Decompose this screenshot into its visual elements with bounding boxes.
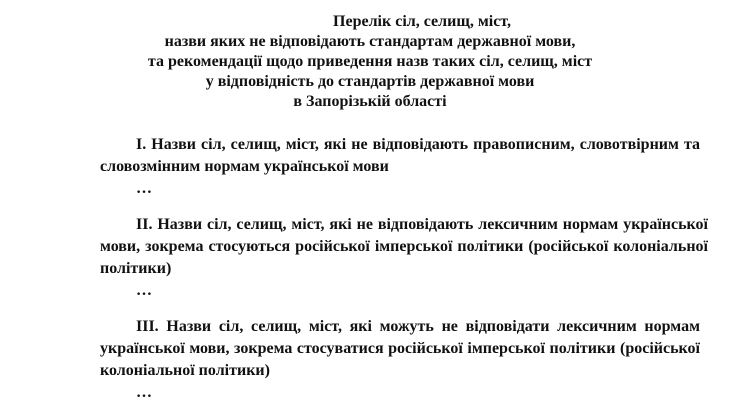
section-1-heading: I. Назви сіл, селищ, міст, які не відповідають правописним, словотвірним та словозмінним нормам української мови bbox=[100, 136, 700, 175]
section-3-heading: III. Назви сіл, селищ, міст, які можуть не відповідати лексичним нормам української мови, зокрема стосуватися російської імперської політики (російської колоніальної політики) bbox=[100, 318, 700, 379]
title-line-4: у відповідність до стандартів державної мови bbox=[205, 73, 535, 90]
section-3 bbox=[100, 316, 700, 404]
section-1-ellipsis: … bbox=[136, 180, 152, 197]
section-2-heading: II. Назви сіл, селищ, міст, які не відповідають лексичним нормам української мови, зокрема стосуються російської імперської політики (російської колоніальної політики) bbox=[100, 216, 708, 277]
title-line-5: в Запорізькій області bbox=[293, 93, 447, 110]
title-line-2: назви яких не відповідають стандартам державної мови, bbox=[164, 33, 576, 50]
document-title bbox=[0, 12, 740, 112]
title-line-3: та рекомендації щодо приведення назв таких сіл, селищ, міст bbox=[147, 53, 593, 70]
section-1 bbox=[100, 134, 700, 200]
section-2-ellipsis: … bbox=[136, 282, 152, 299]
section-3-ellipsis: … bbox=[136, 384, 152, 401]
title-line-1: Перелік сіл, селищ, міст, bbox=[333, 13, 511, 30]
section-2 bbox=[100, 214, 708, 302]
